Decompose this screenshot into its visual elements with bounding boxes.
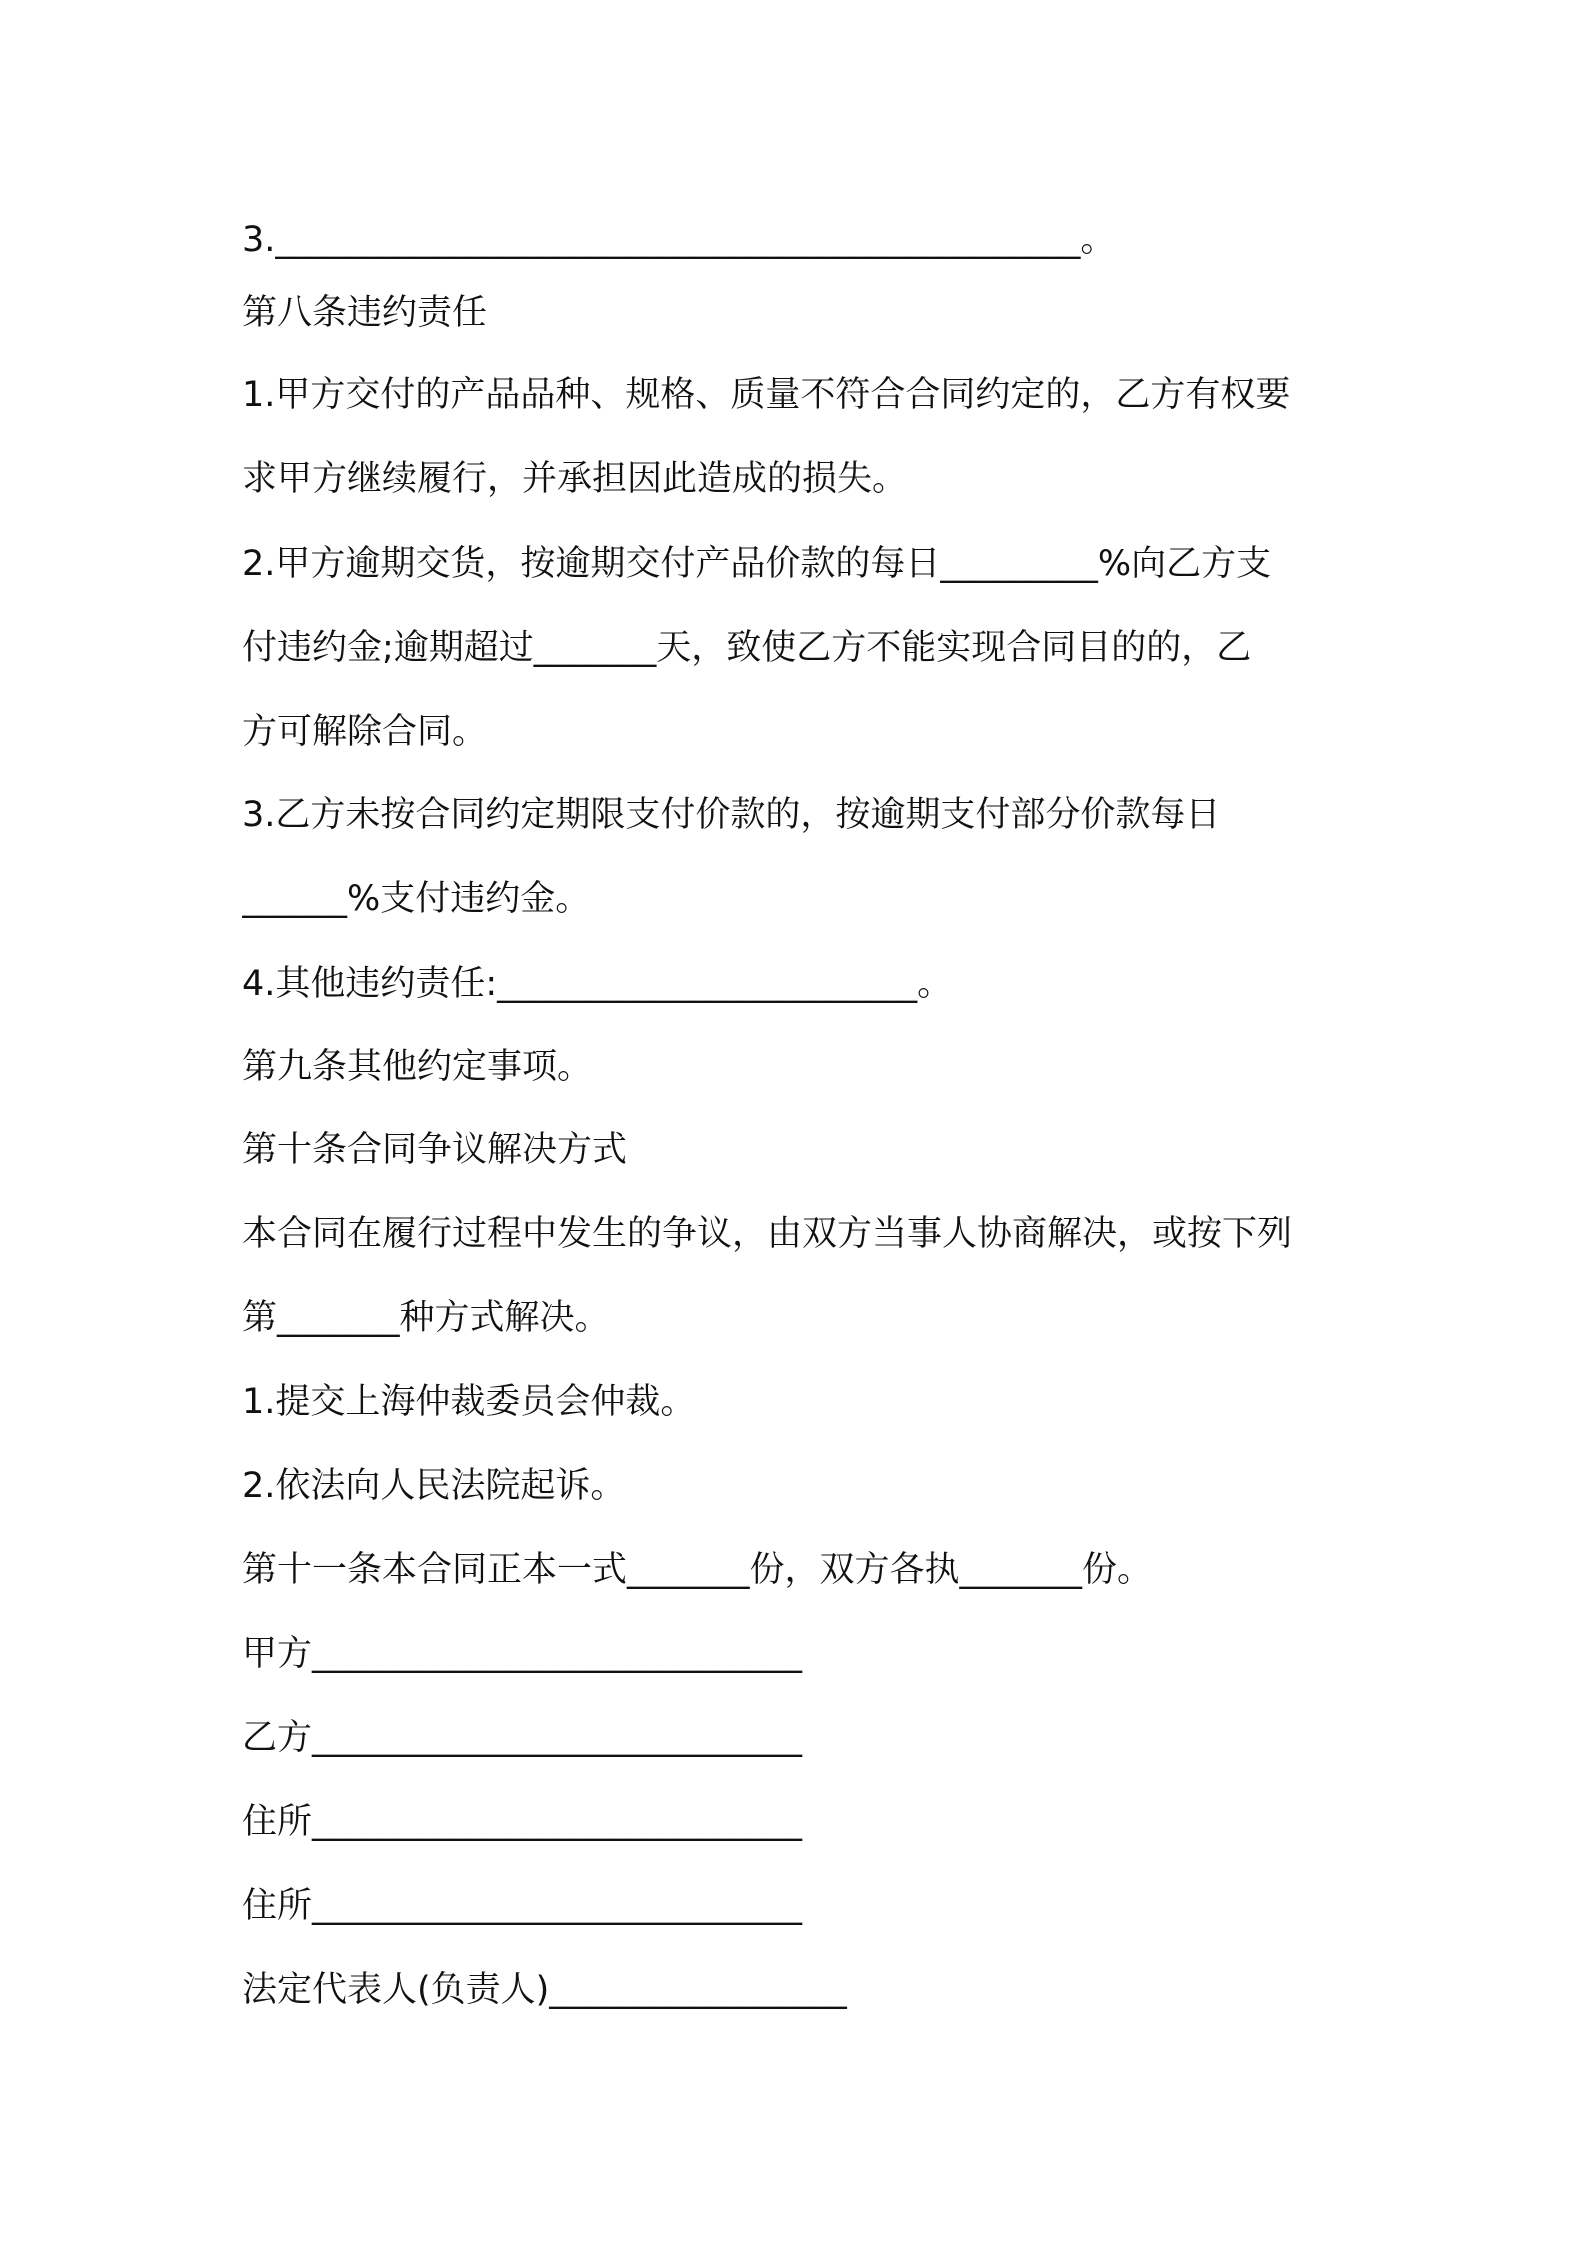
article-8-item-2-line-3: 方可解除合同。	[242, 712, 488, 752]
signature-address-1: 住所____________________________	[242, 1802, 803, 1842]
article-10-heading: 第十条合同争议解决方式	[242, 1130, 628, 1170]
article-8-item-3-line-1: 3.乙方未按合同约定期限支付价款的，按逾期支付部分价款每日	[242, 795, 1221, 835]
article-8-item-2-line-1: 2.甲方逾期交货，按逾期交付产品价款的每日_________%向乙方支	[242, 544, 1272, 584]
signature-party-a: 甲方____________________________	[242, 1634, 803, 1674]
article-9-heading: 第九条其他约定事项。	[242, 1047, 593, 1087]
article-10-option-2: 2.依法向人民法院起诉。	[242, 1466, 626, 1506]
clause-7-item-3: 3.______________________________________________。	[242, 220, 1116, 260]
article-11: 第十一条本合同正本一式_______份，双方各执_______份。	[242, 1550, 1153, 1590]
article-8-item-2-line-2: 付违约金;逾期超过_______天，致使乙方不能实现合同目的的，乙	[242, 628, 1252, 668]
article-8-item-1-line-2: 求甲方继续履行，并承担因此造成的损失。	[242, 459, 908, 499]
signature-party-b: 乙方____________________________	[242, 1718, 803, 1758]
article-10-body-line-2: 第_______种方式解决。	[242, 1298, 610, 1338]
article-8-item-4: 4.其他违约责任:________________________。	[242, 964, 953, 1004]
signature-legal-representative: 法定代表人(负责人)_________________	[242, 1970, 847, 2010]
article-10-option-1: 1.提交上海仲裁委员会仲裁。	[242, 1382, 696, 1422]
article-8-item-1-line-1: 1.甲方交付的产品品种、规格、质量不符合合同约定的，乙方有权要	[242, 375, 1291, 415]
article-8-item-3-line-2: ______%支付违约金。	[242, 879, 591, 919]
article-8-heading: 第八条违约责任	[242, 293, 488, 333]
article-10-body-line-1: 本合同在履行过程中发生的争议，由双方当事人协商解决，或按下列	[242, 1214, 1293, 1254]
signature-address-2: 住所____________________________	[242, 1886, 803, 1926]
